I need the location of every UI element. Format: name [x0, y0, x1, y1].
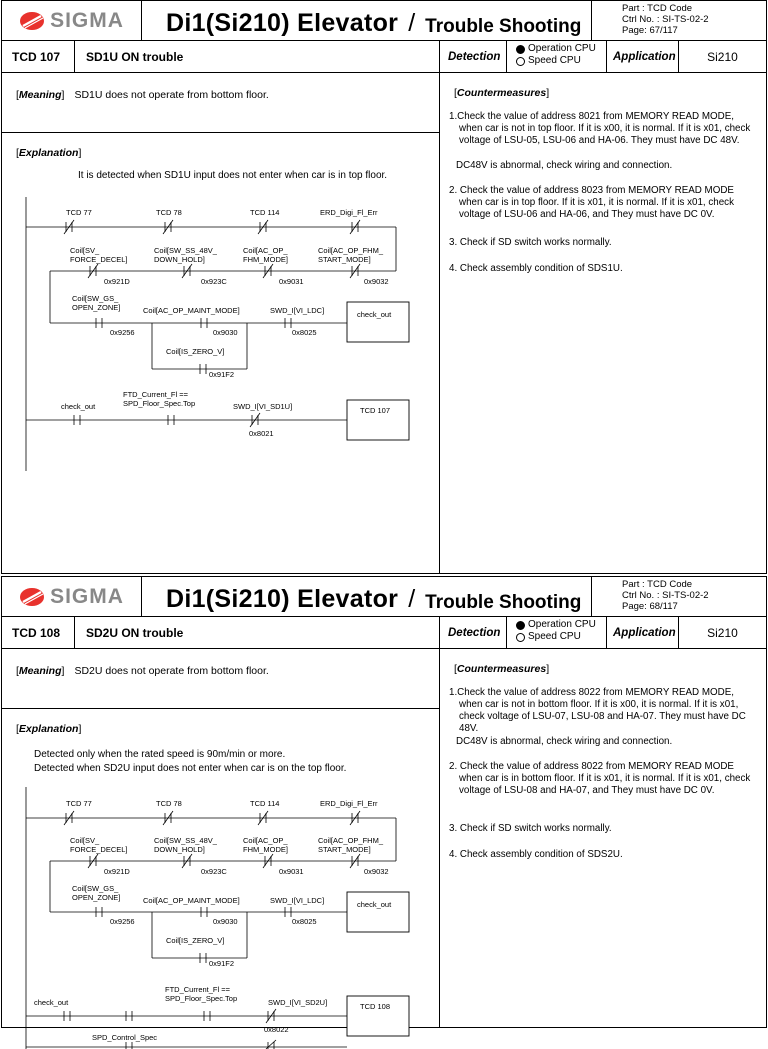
contact-label: SWD_I[VI_LDC] [270, 896, 325, 905]
title-separator: / [408, 585, 416, 613]
check-out-coil-box [347, 302, 409, 342]
meaning-section: [Meaning] SD2U does not operate from bottom floor. [2, 649, 439, 709]
address-label: 0x9031 [279, 277, 304, 286]
contact-label: Coil[AC_OP_ [243, 836, 288, 845]
right-panel [440, 73, 766, 573]
countermeasure-item: 4. Check assembly condition of SDS1U. [449, 263, 623, 274]
part-label: Part : TCD Code [622, 3, 693, 14]
coil-label: check_out [357, 310, 392, 319]
contact-label: Coil[SV_ [70, 836, 100, 845]
contact-label: FTD_Current_Fl == [165, 985, 231, 994]
title-separator: / [408, 9, 416, 37]
contact-label: check_out [61, 402, 96, 411]
sheet-header [2, 577, 766, 617]
detection-options [507, 41, 607, 72]
detection-label: Detection [440, 41, 507, 72]
address-label: 0x9032 [364, 277, 389, 286]
meaning-section: [Meaning] SD1U does not operate from bottom floor. [2, 73, 439, 133]
info-row [2, 41, 766, 73]
coil-label: check_out [357, 900, 392, 909]
countermeasures-heading: [Countermeasures] [454, 663, 550, 675]
explanation-label: Explanation [18, 723, 79, 735]
contact-label: Coil[SW_SS_48V_ [154, 836, 217, 845]
document-title [142, 1, 592, 41]
address-label: 0x9031 [279, 867, 304, 876]
contact-label: OPEN_ZONE] [72, 893, 121, 902]
contact-label: Coil[IS_ZERO_V] [166, 936, 225, 945]
explanation-label: Explanation [18, 147, 79, 159]
contact-label: SWD_I[VI_SD1U] [233, 402, 293, 411]
contact-label: TCD 77 [66, 799, 92, 808]
address-label: 0x8025 [292, 917, 317, 926]
detection-label: Detection [440, 617, 507, 648]
countermeasure-item: 2. Check the value of address 8022 from MEMORY READ MODE when car is in bottom floor. If it is x01, it is normal. If it is x01, check voltage of LSU-08 and HA-07, and They must have DC 0V. [449, 761, 751, 796]
logo-text: SIGMA [50, 585, 124, 608]
detection-option-operation: Operation CPU [516, 43, 606, 55]
contact-label: TCD 114 [250, 208, 280, 217]
contact-label: ERD_Digi_Fl_Err [320, 208, 378, 217]
logo-text: SIGMA [50, 9, 124, 32]
title-sub: Trouble Shooting [425, 16, 582, 37]
coil-label: TCD 107 [360, 406, 391, 415]
contact-label: FTD_Current_Fl == [123, 390, 189, 399]
tcd-code: TCD 107 [2, 41, 75, 72]
contact-label: SWD_I[VI_SD2U] [268, 998, 328, 1007]
left-panel [2, 649, 440, 1042]
info-row [2, 617, 766, 649]
application-label: Application [607, 617, 679, 648]
ladder-diagram [2, 649, 440, 1049]
address-label: 0x923C [201, 277, 227, 286]
contact-label: SPD_Floor_Spec.Top [123, 399, 196, 408]
contact-label: Coil[AC_OP_FHM_ [318, 246, 384, 255]
address-label: 0x9256 [110, 328, 135, 337]
left-panel [2, 73, 440, 573]
ctrl-number: Ctrl No. : SI-TS-02-2 [622, 590, 709, 601]
contact-label: START_MODE] [318, 255, 371, 264]
explanation-line: It is detected when SD1U input does not enter when car is in top floor. [78, 170, 388, 181]
contact-label: ERD_Digi_Fl_Err [320, 799, 378, 808]
detection-option-operation: Operation CPU [516, 619, 606, 631]
contact-label: Coil[AC_OP_ [243, 246, 288, 255]
contact-label: DOWN_HOLD] [154, 845, 205, 854]
sigma-logo-icon [19, 11, 45, 31]
countermeasure-note: DC48V is abnormal, check wiring and connection. [456, 160, 673, 171]
document-meta [622, 577, 766, 612]
document-meta [622, 1, 766, 36]
address-label: 0x9032 [364, 867, 389, 876]
ladder-diagram [2, 73, 440, 473]
contact-label: Coil[SW_GS_ [72, 884, 119, 893]
tcd-code: TCD 108 [2, 617, 75, 648]
address-label: 0x921D [104, 867, 130, 876]
contact-label: SWD_I[VI_LDC] [270, 306, 325, 315]
radio-empty-icon [516, 57, 525, 66]
address-label: 0x9030 [213, 917, 238, 926]
contact-label: TCD 77 [66, 208, 92, 217]
address-label: 0x91F2 [209, 959, 235, 968]
contact-label: TCD 78 [156, 799, 182, 808]
contact-label: FORCE_DECEL] [70, 255, 128, 264]
contact-label: FHM_MODE] [243, 255, 288, 264]
countermeasure-item: 4. Check assembly condition of SDS2U. [449, 849, 623, 860]
detection-option-speed: Speed CPU [516, 55, 606, 67]
contact-label: Coil[SW_GS_ [72, 294, 119, 303]
application-value: Si210 [707, 49, 738, 64]
trouble-title: SD1U ON trouble [75, 41, 440, 72]
document-title [142, 577, 592, 617]
contact-label: Coil[SV_ [70, 246, 100, 255]
detection-options [507, 617, 607, 648]
meaning-text: SD1U does not operate from bottom floor. [74, 89, 269, 101]
explanation-heading: [Explanation] [16, 147, 82, 159]
page-number: Page: 68/117 [622, 601, 678, 612]
address-label: 0x921D [104, 277, 130, 286]
sheet-header [2, 1, 766, 41]
sigma-logo [2, 577, 142, 617]
address-label: 0x8022 [264, 1025, 289, 1034]
contact-label: Coil[AC_OP_FHM_ [318, 836, 384, 845]
contact-label: Coil[AC_OP_MAINT_MODE] [143, 896, 240, 905]
contact-label: SPD_Floor_Spec.Top [165, 994, 238, 1003]
contact-label: DOWN_HOLD] [154, 255, 205, 264]
application-label: Application [607, 41, 679, 72]
contact-label: OPEN_ZONE] [72, 303, 121, 312]
countermeasure-item: 2. Check the value of address 8023 from MEMORY READ MODE when car is in top floor. If it is x01, it is normal. If it is x01, check voltage of LSU-06 and HA-06, and They must have DC 0V. [449, 185, 734, 220]
trouble-sheet-2 [1, 576, 767, 1042]
contact-label: check_out [34, 998, 69, 1007]
contact-label: SPD_Control_Spec [92, 1033, 158, 1042]
application-value: Si210 [707, 625, 738, 640]
explanation-line: Detected when SD2U input does not enter when car is on the top floor. [34, 763, 347, 774]
meaning-label: Meaning [18, 665, 62, 677]
contact-label: Coil[IS_ZERO_V] [166, 347, 225, 356]
part-label: Part : TCD Code [622, 579, 693, 590]
contact-label: START_MODE] [318, 845, 371, 854]
meaning-text: SD2U does not operate from bottom floor. [74, 665, 269, 677]
explanation-heading: [Explanation] [16, 723, 82, 735]
countermeasure-item: 3. Check if SD switch works normally. [449, 237, 612, 248]
title-main: Di1(Si210) Elevator [166, 9, 399, 37]
contact-label: FHM_MODE] [243, 845, 288, 854]
address-label: 0x9030 [213, 328, 238, 337]
countermeasures-heading: [Countermeasures] [454, 87, 550, 99]
contact-label: Coil[SW_SS_48V_ [154, 246, 217, 255]
countermeasures-label: Countermeasures [456, 663, 547, 675]
contact-label: TCD 114 [250, 799, 280, 808]
page-number: Page: 67/117 [622, 25, 678, 36]
ctrl-number: Ctrl No. : SI-TS-02-2 [622, 14, 709, 25]
detection-option-speed: Speed CPU [516, 631, 606, 643]
contact-label: Coil[AC_OP_MAINT_MODE] [143, 306, 240, 315]
radio-selected-icon [516, 621, 525, 630]
title-main: Di1(Si210) Elevator [166, 585, 399, 613]
contact-label: FORCE_DECEL] [70, 845, 128, 854]
sigma-logo [2, 1, 142, 41]
radio-selected-icon [516, 45, 525, 54]
contact-label: TCD 78 [156, 208, 182, 217]
radio-empty-icon [516, 633, 525, 642]
countermeasure-note: DC48V is abnormal, check wiring and connection. [456, 736, 673, 747]
address-label: 0x923C [201, 867, 227, 876]
meaning-label: Meaning [18, 89, 62, 101]
explanation-line: Detected only when the rated speed is 90m/min or more. [34, 749, 286, 760]
countermeasure-item: 1.Check the value of address 8021 from MEMORY READ MODE, when car is not in top floor. If it is x00, it is normal. If it is x01, check voltage of LSU-05, LSU-06 and HA-06. They must have DC 48V. [449, 111, 751, 146]
address-label: 0x91F2 [209, 370, 235, 379]
check-out-coil-box [347, 892, 409, 932]
right-panel [440, 649, 766, 1027]
trouble-sheet-1 [1, 0, 767, 574]
countermeasure-item: 1.Check the value of address 8022 from MEMORY READ MODE, when car is not in bottom floor. If it is x00, it is normal. If it is x01, check voltage of LSU-07, LSU-08 and HA-07. They must have DC 48V. [449, 687, 746, 734]
countermeasure-item: 3. Check if SD switch works normally. [449, 823, 612, 834]
sigma-logo-icon [19, 587, 45, 607]
coil-label: TCD 108 [360, 1002, 391, 1011]
countermeasures-label: Countermeasures [456, 87, 547, 99]
address-label: 0x9256 [110, 917, 135, 926]
address-label: 0x8025 [292, 328, 317, 337]
trouble-title: SD2U ON trouble [75, 617, 440, 648]
title-sub: Trouble Shooting [425, 592, 582, 613]
address-label: 0x8021 [249, 429, 274, 438]
